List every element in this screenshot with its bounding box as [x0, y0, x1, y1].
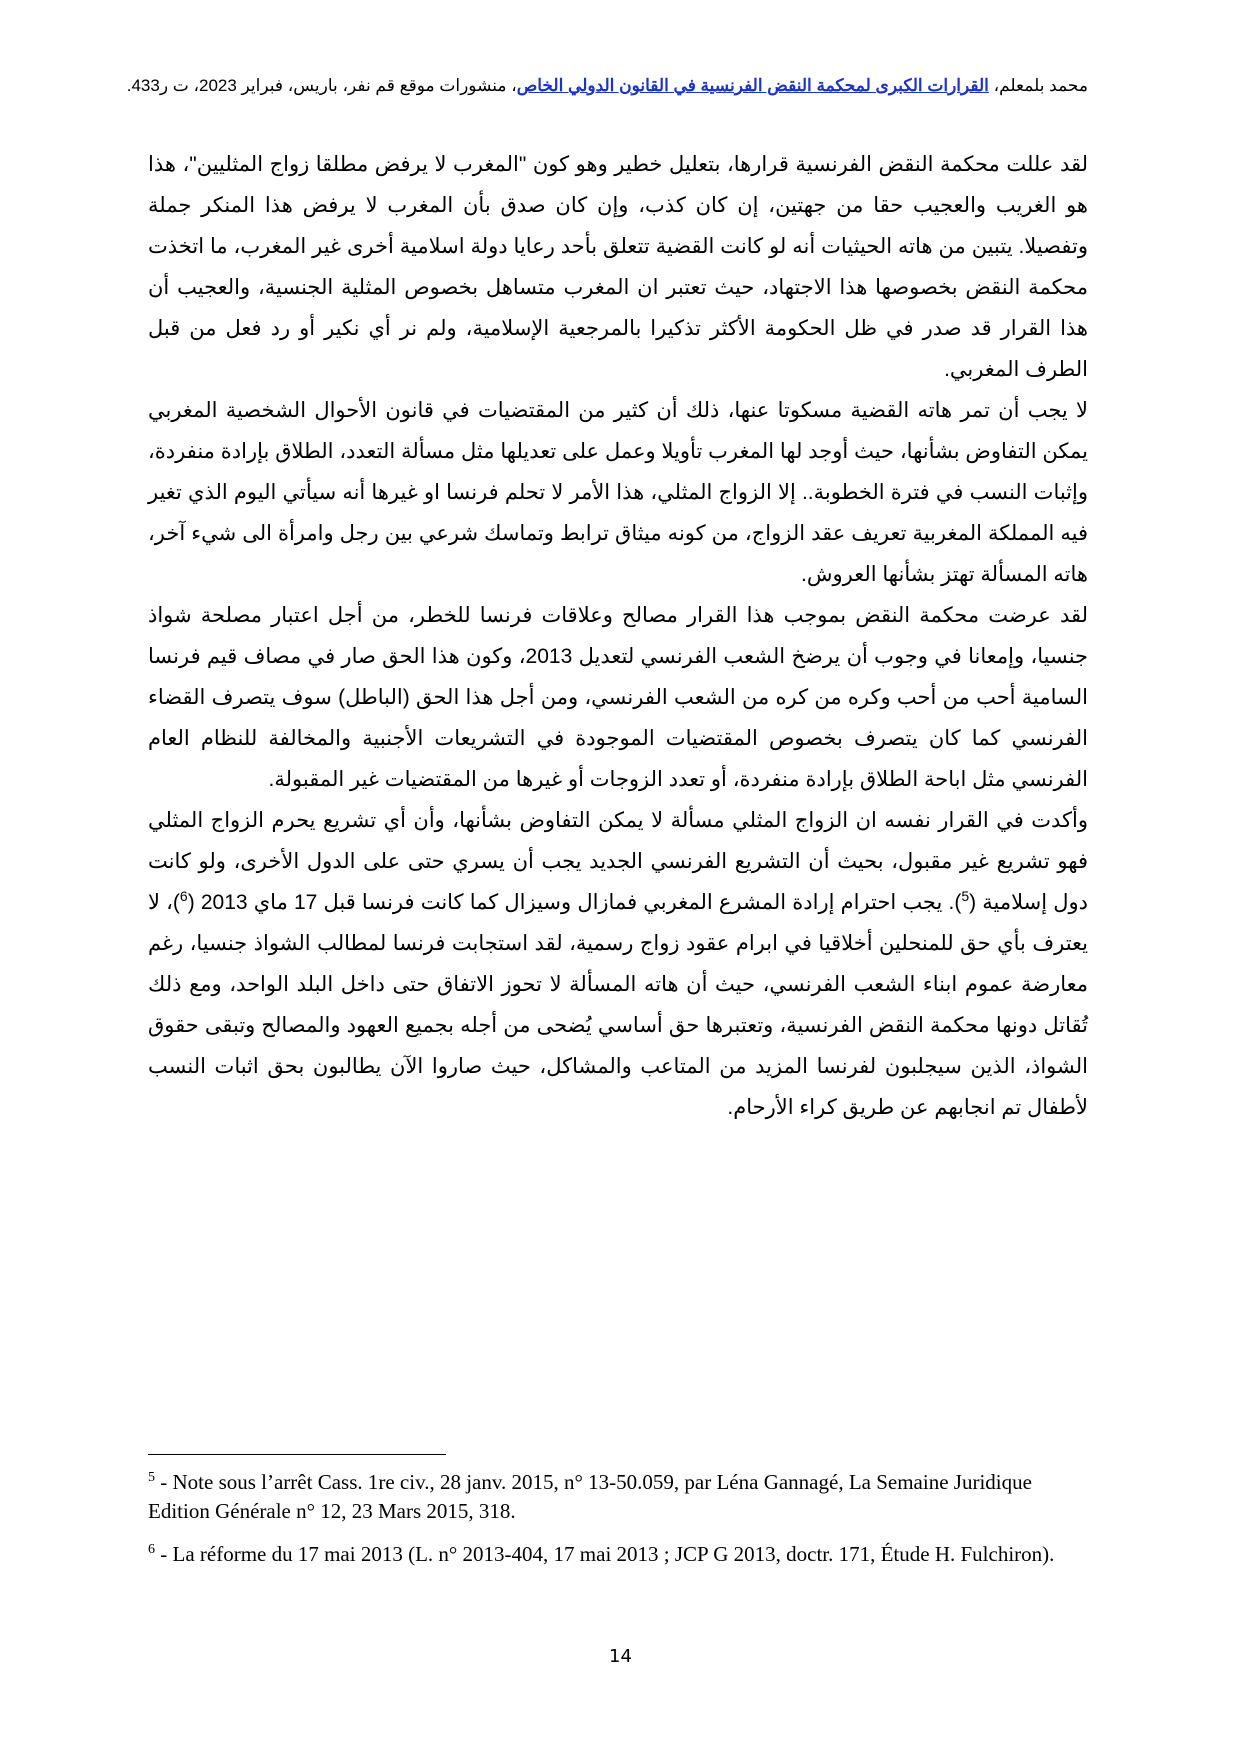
paragraph-2: لا يجب أن تمر هاته القضية مسكوتا عنها، ذلك أن كثير من المقتضيات في قانون الأحوال الشخصية المغربي يمكن التفاوض بشأنها، حيث أوجد لها المغرب تأويلا وعمل على تعديلها مثل مسألة التعدد، الطلاق بإرادة منفردة، وإثبات النسب في فترة الخطوبة.. إلا الزواج المثلي، هذا الأمر لا تحلم فرنسا او غيرها أنه سيأتي اليوم الذي تغير فيه المملكة المغربية تعريف عقد الزواج، من كونه ميثاق ترابط وتماسك شرعي بين رجل وامرأة الى شيء آخر، هاته المسألة تهتز بشأنها العروش.	[148, 399, 1088, 586]
main-body-text	[148, 144, 1088, 1128]
paragraph-1: لقد عللت محكمة النقض الفرنسية قرارها، بتعليل خطير وهو كون "المغرب لا يرفض مطلقا زواج المثليين"، هذا هو الغريب والعجيب حقا من جهتين، إن كان كذب، وإن كان صدق بأن المغرب لا يرفض هذا المنكر جملة وتفصيلا. يتبين من هاته الحيثيات أنه لو كانت القضية تتعلق بأحد رعايا دولة اسلامية أخرى غير المغرب، ما اتخذت محكمة النقض بخصوصها هذا الاجتهاد، حيث تعتبر ان المغرب متساهل بخصوص المثلية الجنسية، والعجيب أن هذا القرار قد صدر في ظل الحكومة الأكثر تذكيرا بالمرجعية الإسلامية، ولم نر أي نكير أو رد فعل من قبل الطرف المغربي.	[148, 153, 1088, 381]
footnote-reference-6[interactable]: 6	[179, 888, 188, 904]
paragraph-4-part-1: وأكدت في القرار نفسه ان الزواج المثلي مسألة لا يمكن التفاوض بشأنها، وأن أي تشريع يحرم الزواج المثلي فهو تشريع غير مقبول، بحيث أن التشريع الفرنسي الجديد يجب أن يسري حتى على الدول الأخرى، ولو كانت دول إسلامية (	[148, 809, 1088, 914]
paragraph-4	[148, 800, 1088, 1128]
paragraph-4-part-3: )، لا يعترف بأي حق للمنحلين أخلاقيا في ابرام عقود زواج رسمية، لقد استجابت فرنسا لمطالب الشواذ جنسيا، رغم معارضة عموم ابناء الشعب الفرنسي، حيث أن هاته المسألة لا تحوز الاتفاق حتى داخل البلد الواحد، ومع ذلك تُقاتل دونها محكمة النقض الفرنسية، وتعتبرها حق أساسي يُضحى من أجله بجميع العهود والمصالح وتبقى حقوق الشواذ، الذين سيجلبون لفرنسا المزيد من المتاعب والمشاكل، حيث صاروا الآن يطالبون بحق اثبات النسب لأطفال تم انجابهم عن طريق كراء الأرحام.	[148, 891, 1088, 1119]
header-publication-info: ، منشورات موقع قم نفر، باريس، فبراير 2023، ت ر433.	[126, 76, 517, 95]
footnote-number: 6	[148, 1542, 155, 1557]
page-header	[126, 74, 1088, 98]
footnote-text: - La réforme du 17 mai 2013 (L. n° 2013-404, 17 mai 2013 ; JCP G 2013, doctr. 171, Étude H. Fulchiron).	[155, 1542, 1055, 1566]
paragraph-3: لقد عرضت محكمة النقض بموجب هذا القرار مصالح وعلاقات فرنسا للخطر، من أجل اعتبار مصلحة شواذ جنسيا، وإمعانا في وجوب أن يرضخ الشعب الفرنسي لتعديل 2013، وكون هذا الحق صار في مصاف قيم فرنسا السامية أحب من أحب وكره من كره من الشعب الفرنسي، ومن أجل هذا الحق (الباطل) سوف يتصرف القضاء الفرنسي كما كان يتصرف بخصوص المقتضيات الموجودة في التشريعات الأجنبية والمخالفة للنظام العام الفرنسي مثل اباحة الطلاق بإرادة منفردة، أو تعدد الزوجات أو غيرها من المقتضيات غير المقبولة.	[148, 604, 1089, 791]
header-author: محمد بلمعلم،	[988, 76, 1088, 95]
page-number: 14	[609, 1646, 632, 1667]
footnote-reference-5[interactable]: 5	[961, 888, 970, 904]
footnote-number: 5	[148, 1470, 155, 1485]
footnote-6	[148, 1540, 1088, 1569]
footnote-text: - Note sous l’arrêt Cass. 1re civ., 28 janv. 2015, n° 13-50.059, par Léna Gannagé, La Semaine Juridique Edition Générale n° 12, 23 Mars 2015, 318.	[148, 1470, 1032, 1523]
footnotes-section	[148, 1468, 1088, 1583]
footnote-5	[148, 1468, 1088, 1526]
paragraph-4-part-2: ). يجب احترام إرادة المشرع المغربي فمازال وسيزال كما كانت فرنسا قبل 17 ماي 2013 (	[187, 891, 962, 914]
header-book-title-link[interactable]: القرارات الكبرى لمحكمة النقض الفرنسية في القانون الدولي الخاص	[516, 76, 989, 95]
footnote-separator	[148, 1454, 446, 1455]
